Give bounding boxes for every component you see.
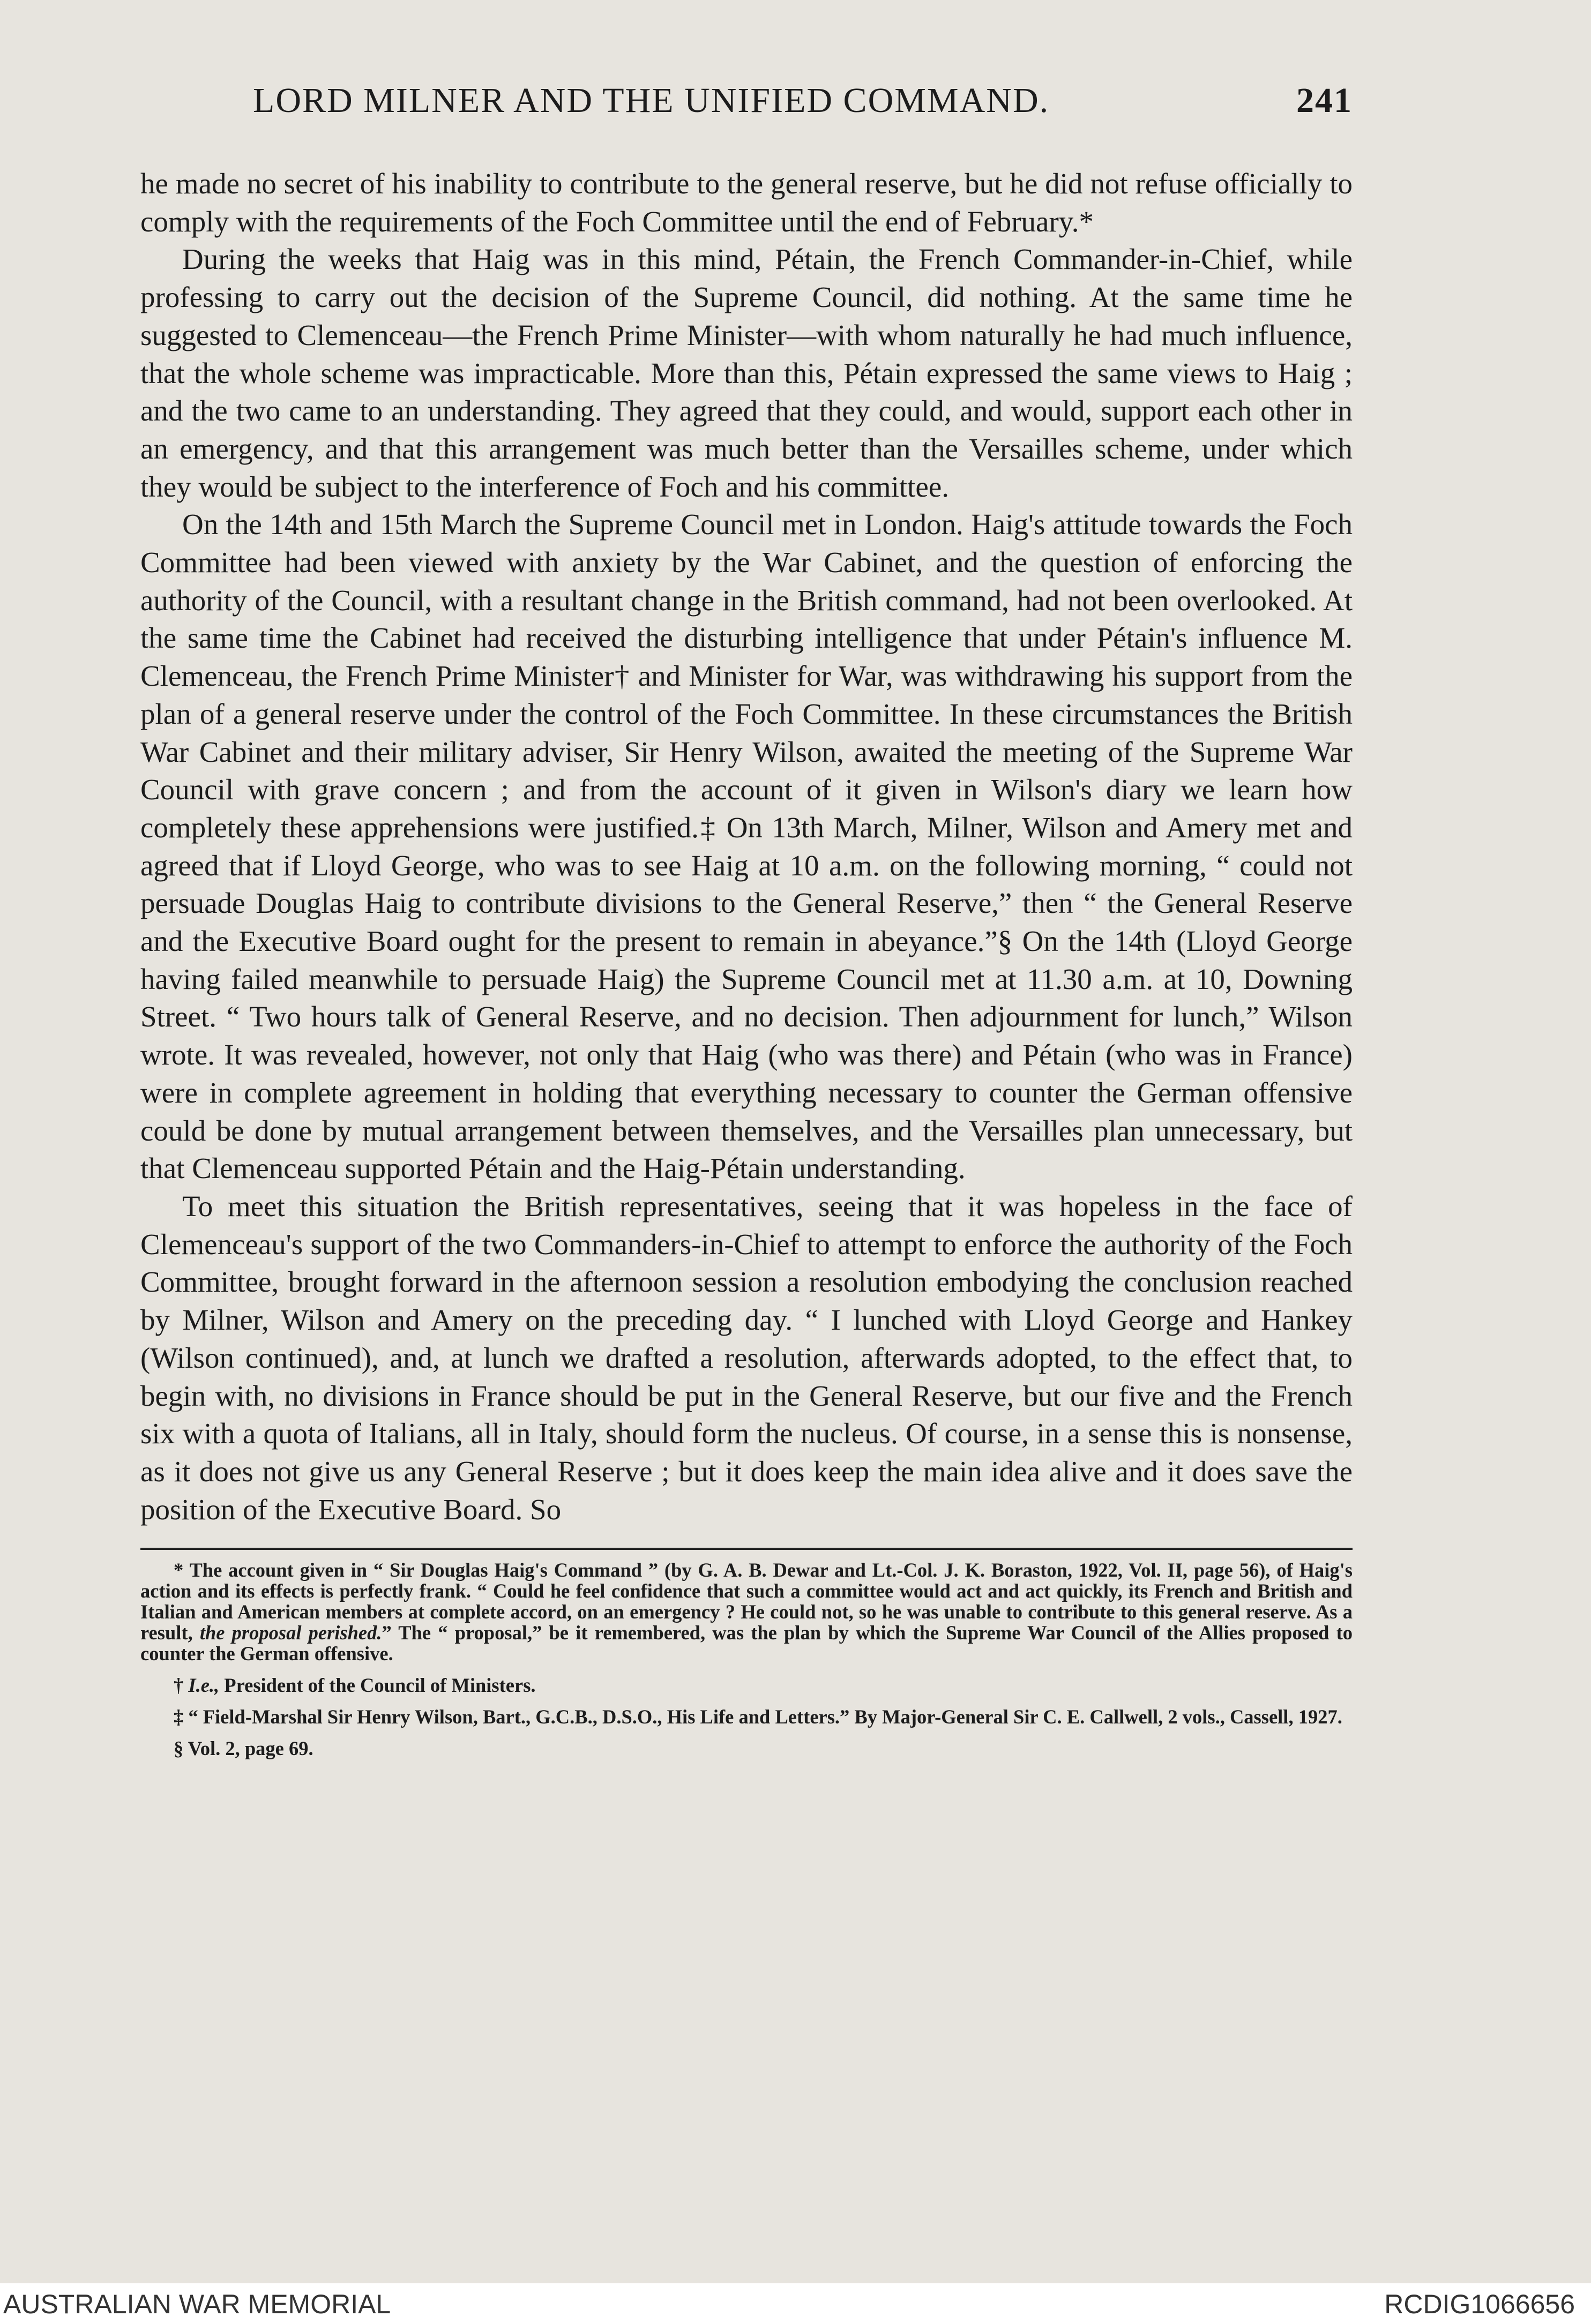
book-page (140, 75, 1353, 1759)
footnote-section: § Vol. 2, page 69. (174, 1737, 313, 1760)
footnote-italic: I.e., (188, 1674, 220, 1697)
footnotes (140, 1560, 1353, 1759)
footer-institution: AUSTRALIAN WAR MEMORIAL (3, 2289, 391, 2319)
footnote-dagger (140, 1675, 1353, 1696)
footer-record-id: RCDIG1066656 (1384, 2289, 1575, 2319)
footnote-text: President of the Council of Ministers. (219, 1674, 536, 1697)
running-head (140, 75, 1353, 129)
footnote-italic: the proposal perished. (199, 1622, 382, 1644)
paragraph: During the weeks that Haig was in this mind, Pétain, the French Commander-in-Chief, while professing to carry out the decision of the Supreme Council, did nothing. At the same time he suggested to Clemenceau—the French Prime Minister—with whom naturally he had much influence, that the whole scheme was impracticable. More than this, Pétain expressed the same views to Haig ; and the two came to an understanding. They agreed that they could, and would, support each other in an emergency, and that this arrangement was much better than the Versailles scheme, under which they would be subject to the interference of Foch and his committee. (140, 243, 1353, 503)
footnote-divider (140, 1548, 1353, 1550)
paragraph: On the 14th and 15th March the Supreme Council met in London. Haig's attitude towards the Foch Committee had been viewed with anxiety by the War Cabinet, and the question of enforcing the authority of the Council, with a resultant change in the British command, had not been overlooked. At the same time the Cabinet had received the disturbing intelligence that under Pétain's influence M. Clemenceau, the French Prime Minister† and Minister for War, was withdrawing his support from the plan of a general reserve under the control of the Foch Committee. In these circumstances the British War Cabinet and their military adviser, Sir Henry Wilson, awaited the meeting of the Supreme War Council with grave concern ; and from the account of it given in Wilson's diary we learn how completely these apprehensions were justified.‡ On 13th March, Milner, Wilson and Amery met and agreed that if Lloyd George, who was to see Haig at 10 a.m. on the following morning, “ could not persuade Douglas Haig to contribute divisions to the General Reserve,” then “ the General Reserve and the Executive Board ought for the present to remain in abeyance.”§ On the 14th (Lloyd George having failed meanwhile to persuade Haig) the Supreme Council met at 11.30 a.m. at 10, Downing Street. “ Two hours talk of General Reserve, and no decision. Then adjournment for lunch,” Wilson wrote. It was revealed, however, not only that Haig (who was there) and Pétain (who was in France) were in complete agreement in holding that everything necessary to counter the German offensive could be done by mutual arrangement between themselves, and the Versailles plan unnecessary, but that Clemenceau supported Pétain and the Haig-Pétain understanding. (140, 508, 1353, 1185)
footnote-text: * The account given in “ Sir Douglas Haig's Command ” (by G. A. B. Dewar and Lt.-Col. J. K. Boraston, 1922, Vol. II, page 56), of Haig's action and its effects is perfectly frank. “ Could he feel confidence that such a committee would act and act quickly, its French and British and Italian and American members at complete accord, on an emergency ? He could not, so he was unable to contribute to this general reserve. As a result, (140, 1559, 1353, 1644)
footnote-mark: † (174, 1674, 189, 1697)
paragraph: To meet this situation the British representatives, seeing that it was hopeless in the face of Clemenceau's support of the two Commanders-in-Chief to attempt to enforce the authority of the Foch Committee, brought forward in the afternoon session a resolution embodying the conclusion reached by Milner, Wilson and Amery on the preceding day. “ I lunched with Lloyd George and Hankey (Wilson continued), and, at lunch we drafted a resolution, afterwards adopted, to the effect that, to begin with, no divisions in France should be put in the General Reserve, but our five and the French six with a quota of Italians, all in Italy, should form the nucleus. Of course, in a sense this is nonsense, as it does not give us any General Reserve ; but it does keep the main idea alive and it does save the position of the Executive Board. So (140, 1189, 1353, 1526)
paragraph: he made no secret of his inability to contribute to the general reserve, but he did not refuse officially to comply with the requirements of the Foch Committee until the end of February.* (140, 167, 1353, 238)
body-text (140, 165, 1353, 1528)
page-number: 241 (1296, 81, 1353, 120)
footnote-text: ” The “ proposal,” be it remembered, was the plan by which the Supreme War Council of the Allies proposed to counter the German offensive. (140, 1622, 1353, 1665)
archive-footer (0, 2286, 1591, 2324)
footnote-star (140, 1560, 1353, 1664)
footnote-double-dagger: ‡ “ Field-Marshal Sir Henry Wilson, Bart., G.C.B., D.S.O., His Life and Letters.” By Major-General Sir C. E. Callwell, 2 vols., Cassell, 1927. (174, 1706, 1342, 1728)
running-head-title: LORD MILNER AND THE UNIFIED COMMAND. (253, 81, 1050, 120)
